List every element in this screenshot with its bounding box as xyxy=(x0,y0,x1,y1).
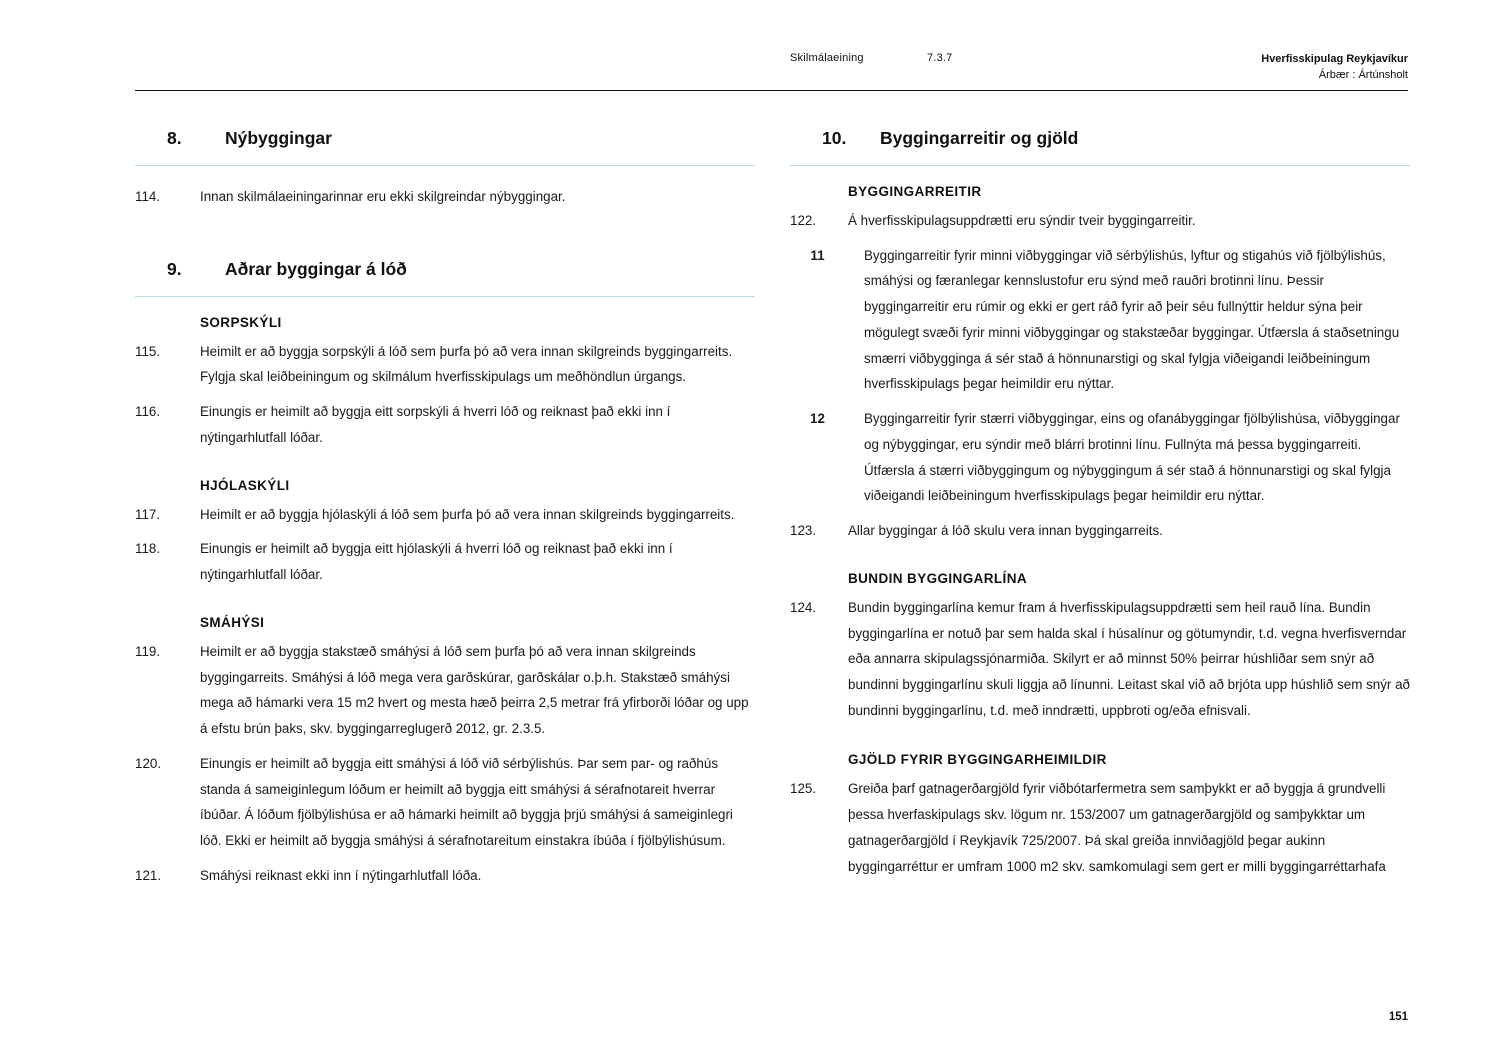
list-item xyxy=(135,184,755,210)
list-item xyxy=(135,536,755,587)
section-8-number: 8. xyxy=(167,128,182,148)
item-text: Innan skilmálaeiningarinnar eru ekki skilgreindar nýbyggingar. xyxy=(200,189,566,204)
list-item xyxy=(790,208,1410,234)
page-header xyxy=(135,52,1408,92)
section-8-heading xyxy=(135,128,755,149)
item-text: Byggingarreitir fyrir stærri viðbyggingar, eins og ofanábyggingar fjölbýlishúsa, viðbyggingar og nýbyggingar, eru sýndir með blárri brotinni línu. Fullnýta má þessa byggingarreiti. Útfærsla á stærri viðbyggingum og nýbyggingum á sér stað á hönnunarstigi og skal fylgja viðeigandi leiðbeiningum hverfisskipulags þegar heimildir eru nýttar. xyxy=(864,411,1400,504)
list-item xyxy=(790,776,1410,879)
item-number: 11 xyxy=(810,247,825,263)
item-number: 117. xyxy=(135,506,161,522)
list-item xyxy=(135,339,755,390)
list-item xyxy=(135,863,755,889)
subheading-byggingarreitir: BYGGINGARREITIR xyxy=(848,184,982,199)
item-number: 120. xyxy=(135,755,162,771)
header-section-label: Skilmálaeining xyxy=(790,52,864,64)
item-text: Á hverfisskipulagsuppdrætti eru sýndir tveir byggingarreitir. xyxy=(848,213,1196,228)
item-number: 124. xyxy=(790,599,817,615)
item-number: 12 xyxy=(810,411,825,427)
item-text: Greiða þarf gatnagerðargjöld fyrir viðbótarfermetra sem samþykkt er að byggja á grundvelli þessa hverfaskipulags skv. lögum nr. 153/2007 um gatnagerðargjöld og samþykktar um gatnagerðargjöld í Reykjavík 725/2007. Þá skal greiða innviðagjöld þegar aukinn byggingarréttur er umfram 1000 m2 skv. samkomulagi sem gert er milli byggingarréttarhafa xyxy=(848,781,1386,874)
item-number: 119. xyxy=(135,643,161,659)
header-section-number: 7.3.7 xyxy=(927,52,953,64)
item-number: 121. xyxy=(135,867,162,883)
item-number: 123. xyxy=(790,523,817,539)
item-text: Einungis er heimilt að byggja eitt sorpskýli á hverri lóð og reiknast það ekki inn í nýtingarhlutfall lóðar. xyxy=(200,404,671,445)
section-9-title: Aðrar byggingar á lóð xyxy=(225,258,407,279)
item-text: Heimilt er að byggja hjólaskýli á lóð sem þurfa þó að vera innan skilgreinds byggingarreits. xyxy=(200,506,735,522)
list-item xyxy=(790,406,1410,509)
list-item xyxy=(790,243,1410,397)
list-item xyxy=(135,502,755,528)
item-text: Heimilt er að byggja stakstæð smáhýsi á lóð sem þurfa þó að vera innan skilgreinds byggingarreits. Smáhýsi á lóð mega vera garðskúrar, garðskálar o.þ.h. Stakstæð smáhýsi mega að hámarki vera 15 m2 hvert og mesta hæð þeirra 2,5 metrar frá yfirborði lóðar og upp á efstu brún þaks, skv. byggingarreglugerð 2012, gr. 2.3.5. xyxy=(200,643,749,737)
item-number: 118. xyxy=(135,541,161,557)
section-10-heading xyxy=(790,128,1410,149)
header-right xyxy=(1261,52,1408,84)
list-item xyxy=(135,399,755,450)
item-number: 115. xyxy=(135,343,161,359)
item-number: 125. xyxy=(790,781,817,797)
subheading-hjolaskyli: HJÓLASKÝLI xyxy=(200,477,290,493)
page-number: 151 xyxy=(1388,1011,1408,1023)
header-divider xyxy=(135,90,1408,91)
section-9-heading xyxy=(135,259,755,280)
section-10-number: 10. xyxy=(822,128,847,148)
item-text: Smáhýsi reiknast ekki inn í nýtingarhlutfall lóða. xyxy=(200,867,482,883)
item-text: Bundin byggingarlína kemur fram á hverfisskipulagsuppdrætti sem heil rauð lína. Bundin byggingarlína er notuð þar sem halda skal í húsalínur og götumyndir, t.d. vegna hverfisverndar eða annarra skipulagssjónarmiða. Skilyrt er að minnst 50% þeirrar húshliðar sem snýr að bundinni byggingarlínu skuli liggja að línunni. Leitast skal við að brjóta upp húshlið sem snýr að bundinni byggingarlínu, t.d. með inndrætti, uppbroti og/eða efnisvali. xyxy=(848,599,1411,718)
item-number: 114. xyxy=(135,189,161,204)
item-text: Einungis er heimilt að byggja eitt hjólaskýli á hverri lóð og reiknast það ekki inn í nýtingarhlutfall lóðar. xyxy=(200,541,673,583)
section-9-rule xyxy=(135,296,755,297)
section-8-title: Nýbyggingar xyxy=(225,128,332,148)
item-text: Allar byggingar á lóð skulu vera innan byggingarreits. xyxy=(848,523,1163,539)
item-text: Byggingarreitir fyrir minni viðbyggingar við sérbýlishús, lyftur og stigahús við fjölbýlishús, smáhýsi og færanlegar kennslustofur eru sýnd með rauðri brotinni línu. Þessir byggingarreitir eru rúmir og ekki er gert ráð fyrir að þeir séu fullnýttir heldur sýna þeir mögulegt svæði fyrir minni viðbyggingar og stakstæðar byggingar. Útfærsla á staðsetningu smærri viðbygginga á sér stað á hönnunarstigi og skal fylgja viðeigandi leiðbeiningum hverfisskipulags þegar heimildir eru nýttar. xyxy=(864,247,1400,392)
item-number: 116. xyxy=(135,404,161,420)
section-8-rule xyxy=(135,165,755,166)
subheading-smahysi: SMÁHÝSI xyxy=(200,614,265,630)
subheading-sorpskyli: SORPSKÝLI xyxy=(200,314,282,330)
subheading-gjold-fyrir-byggingarheimildir: GJÖLD FYRIR BYGGINGARHEIMILDIR xyxy=(848,752,1107,768)
item-number: 122. xyxy=(790,213,817,228)
list-item xyxy=(790,595,1410,724)
section-9-number: 9. xyxy=(167,258,182,279)
list-item xyxy=(135,639,755,742)
item-text: Heimilt er að byggja sorpskýli á lóð sem þurfa þó að vera innan skilgreinds byggingarreits. Fylgja skal leiðbeiningum og skilmálum hverfisskipulags um meðhöndlun úrgangs. xyxy=(200,343,733,385)
right-column xyxy=(790,128,1410,888)
item-text: Einungis er heimilt að byggja eitt smáhýsi á lóð við sérbýlishús. Þar sem par- og raðhús standa á sameiginlegum lóðum er heimilt að byggja eitt smáhýsi á sérafnotareit hverrar íbúðar. Á lóðum fjölbýlishúsa er að hámarki heimilt að byggja þrjú smáhýsi á sameiginlegri lóð. Ekki er heimilt að byggja smáhýsi á sérafnotareitum einstakra íbúða í fjölbýlishúsum. xyxy=(200,755,733,849)
subheading-bundin-byggingarlina: BUNDIN BYGGINGARLÍNA xyxy=(848,570,1027,586)
header-district-subtitle: Árbær : Ártúnsholt xyxy=(1318,68,1408,81)
left-column xyxy=(135,128,755,897)
list-item xyxy=(790,518,1410,544)
header-publication-title: Hverfisskipulag Reykjavíkur xyxy=(1261,53,1408,65)
list-item xyxy=(135,751,755,854)
section-10-rule xyxy=(790,165,1410,166)
section-10-title: Byggingarreitir og gjöld xyxy=(880,128,1079,148)
header-center xyxy=(790,52,952,64)
